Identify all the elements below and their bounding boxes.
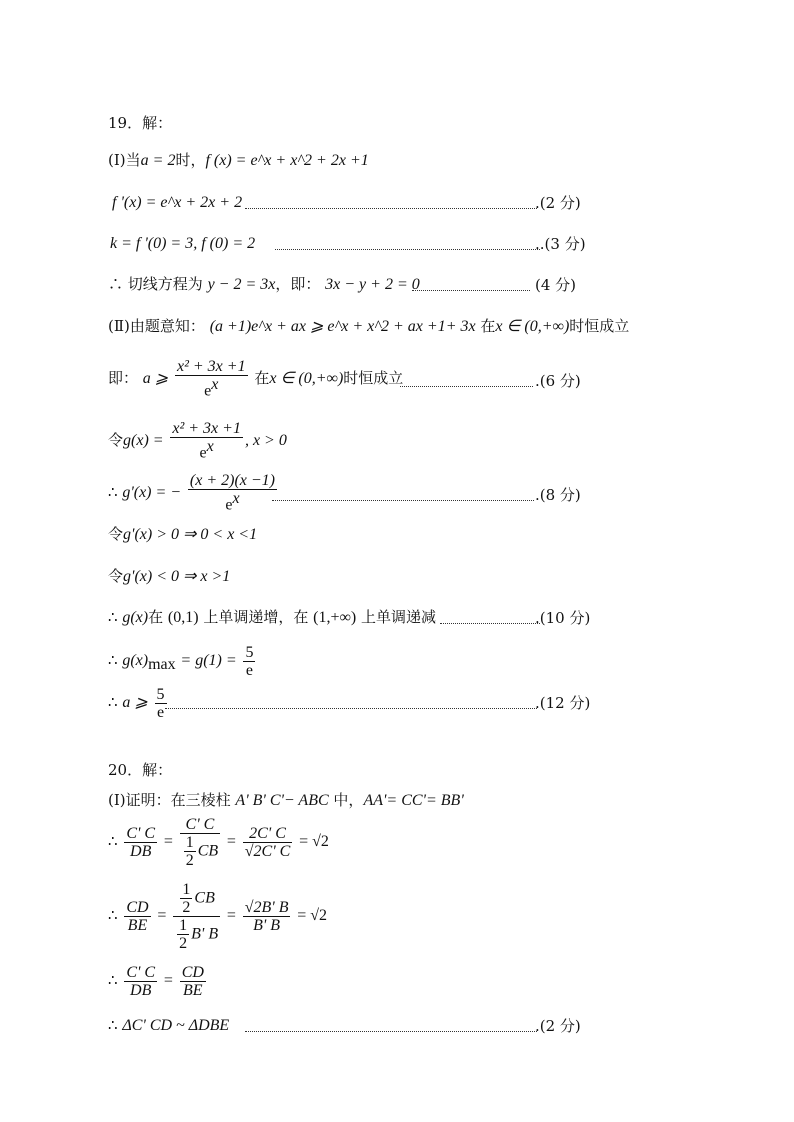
fraction <box>243 899 291 934</box>
result: = √2 <box>299 833 329 850</box>
derivative-expr: f '(x) = e^x + 2x + 2 <box>112 194 243 211</box>
equal-edges: AA'= CC'= BB' <box>363 792 464 809</box>
fraction <box>155 686 167 721</box>
fraction <box>188 472 277 513</box>
score-2: .(2 分) <box>535 1017 581 1035</box>
interval-2: (1,+∞) <box>313 609 357 626</box>
text: 时恒成立 <box>569 317 630 335</box>
condition: g'(x) > 0 ⇒ 0 < x <1 <box>123 526 258 543</box>
numerator: C' C <box>126 963 156 981</box>
domain: x ∈ (0,+∞) <box>495 318 570 335</box>
half-den: 2 <box>179 934 188 952</box>
therefore: ∴ <box>108 651 118 669</box>
ratio-line-2: ∴ $\frac{CD}{BE}$ = $\frac{1}{2}$ CB $\frac{1}{2}$ B' B = $\frac{√2B' B}{B' B}$ = √2 <box>108 880 328 952</box>
half-fraction <box>180 881 192 916</box>
q20-heading: 20．解： <box>108 761 173 779</box>
denominator: B' B <box>253 916 281 934</box>
therefore: ∴ <box>108 971 118 989</box>
interval-1: (0,1) <box>167 609 199 626</box>
denominator: e <box>199 444 207 462</box>
result: = √2 <box>297 907 328 924</box>
exponent: x <box>211 376 219 394</box>
half-den: 2 <box>185 851 194 869</box>
numerator: √2B' B <box>244 898 289 916</box>
slope-line <box>110 233 255 254</box>
text: 令 <box>108 525 124 543</box>
fraction <box>243 644 255 679</box>
therefore: ∴ <box>108 483 118 501</box>
text: 在 <box>254 369 270 387</box>
segment: B' B <box>191 925 219 942</box>
text: 令 <box>108 567 124 585</box>
score-8: .(8 分) <box>535 486 581 504</box>
decreasing-cond <box>108 566 230 587</box>
numerator: C' C <box>180 816 220 834</box>
q19-part2-line <box>108 316 629 337</box>
dot-leader <box>412 290 530 291</box>
condition: g'(x) < 0 ⇒ x >1 <box>123 568 231 585</box>
text: 上单调递增，在 <box>203 608 309 626</box>
numerator: CD <box>126 898 149 916</box>
dot-leader <box>245 208 537 209</box>
therefore: ∴ <box>108 1016 118 1034</box>
text: 时恒成立 <box>343 369 404 387</box>
domain: x ∈ (0,+∞) <box>269 370 344 387</box>
fraction <box>180 816 220 869</box>
g-derivative-line <box>108 472 279 514</box>
similarity: ΔC' CD ~ ΔDBE <box>122 1017 230 1034</box>
fraction <box>173 881 220 952</box>
ratio-equal-line: ∴ $\frac{C' C}{DB}$ = $\frac{CD}{BE}$ <box>108 963 204 999</box>
numerator: x² + 3x +1 <box>176 358 246 376</box>
score-3: ..(3 分) <box>535 235 586 253</box>
therefore: ∴ <box>108 832 118 850</box>
numerator: C' C <box>126 824 156 842</box>
function-def: f (x) = e^x + x^2 + 2x +1 <box>205 152 369 169</box>
q20-part1-line <box>108 790 464 811</box>
text: ∴ 切线方程为 <box>108 275 203 293</box>
therefore: ∴ <box>108 693 118 711</box>
score-12: .(12 分) <box>535 694 591 712</box>
prism: A' B' C'− ABC <box>235 792 329 809</box>
numerator: 5 <box>156 685 165 703</box>
ratio-line-1: ∴ $\frac{C' C}{DB}$ = C' C $\frac{1}{2}$ CB = $\frac{2C' C}{√2C' C}$ = √2 <box>108 815 329 869</box>
conclusion-line <box>108 682 169 723</box>
segment: CB <box>197 842 219 859</box>
fraction <box>175 358 248 399</box>
dot-leader <box>440 623 540 624</box>
g-lhs: g(x) = <box>123 432 164 449</box>
denominator: √2C' C <box>244 842 291 860</box>
half-num: 1 <box>179 916 188 934</box>
conclusion: a ⩾ <box>122 694 148 711</box>
derivative-line <box>112 192 242 213</box>
g-max-value: = g(1) = <box>180 652 237 669</box>
fraction <box>243 825 293 860</box>
tangent-eq-general: 3x − y + 2 = 0 <box>325 276 420 293</box>
increasing-cond <box>108 524 257 545</box>
slope-expr: k = f '(0) = 3, f (0) = 2 <box>110 235 256 252</box>
part-label: (Ⅱ)由题意知： <box>108 317 205 335</box>
q19-heading: 19．解： <box>108 114 173 132</box>
monotonic-line <box>108 607 436 628</box>
text: 即： <box>108 369 139 387</box>
dot-leader <box>245 1031 537 1032</box>
text: 时， <box>175 151 206 169</box>
g-def-line <box>108 420 287 462</box>
inequality: (a +1)e^x + ax ⩾ e^x + x^2 + ax +1+ 3x <box>209 318 476 335</box>
g-max: g(x) <box>122 652 149 669</box>
text: 在 <box>148 608 164 626</box>
therefore: ∴ <box>108 608 118 626</box>
numerator: 5 <box>245 643 254 661</box>
text: ，即： <box>275 275 321 293</box>
fraction <box>124 825 157 860</box>
segment: CB <box>194 889 215 906</box>
dot-leader <box>165 708 537 709</box>
therefore: ∴ <box>108 906 118 924</box>
param-bound-line <box>108 358 403 400</box>
fraction <box>170 420 243 461</box>
half-fraction <box>184 834 196 869</box>
dot-leader <box>272 500 534 501</box>
g-deriv-lhs: g'(x) = − <box>122 484 182 501</box>
denominator: DB <box>130 981 152 999</box>
fraction <box>124 964 157 999</box>
text: 令 <box>108 431 124 449</box>
q19-part1-line <box>108 150 369 171</box>
dot-leader <box>275 249 540 250</box>
part-label: (Ⅰ)证明：在三棱柱 <box>108 791 231 809</box>
denominator: e <box>245 661 253 679</box>
numerator: x² + 3x +1 <box>172 420 241 438</box>
fraction <box>180 964 206 999</box>
numerator: (x + 2)(x −1) <box>189 472 275 490</box>
exponent: x <box>232 490 240 508</box>
score-6: .(6 分) <box>535 372 581 390</box>
param-a: a ⩾ <box>142 370 169 387</box>
denominator: e <box>156 703 165 721</box>
denominator: BE <box>183 981 203 999</box>
fraction <box>124 899 150 934</box>
text: 在 <box>480 317 496 335</box>
half-fraction <box>177 917 189 952</box>
score-4: (4 分) <box>535 276 577 294</box>
text: 中， <box>333 791 364 809</box>
subscript: max <box>148 656 176 673</box>
numerator: CD <box>181 963 204 981</box>
dot-leader <box>400 386 533 387</box>
tangent-line <box>108 274 420 295</box>
score-10: .(10 分) <box>535 609 591 627</box>
half-num: 1 <box>185 833 194 851</box>
tangent-eq: y − 2 = 3x <box>207 276 276 293</box>
denominator: e <box>225 496 233 514</box>
half-den: 2 <box>182 898 191 916</box>
half-num: 1 <box>182 880 191 898</box>
score-2: .(2 分) <box>535 194 581 212</box>
max-line <box>108 640 257 685</box>
denominator: e <box>204 382 212 400</box>
g: g(x) <box>122 609 149 626</box>
part-label: (Ⅰ)当 <box>108 151 141 169</box>
condition: a = 2 <box>140 152 176 169</box>
text: 上单调递减 <box>361 608 437 626</box>
g-domain: , x > 0 <box>244 432 287 449</box>
denominator: BE <box>127 916 148 934</box>
similar-line <box>108 1015 229 1036</box>
exponent: x <box>206 438 214 456</box>
denominator: DB <box>130 842 152 860</box>
numerator: 2C' C <box>243 825 293 843</box>
